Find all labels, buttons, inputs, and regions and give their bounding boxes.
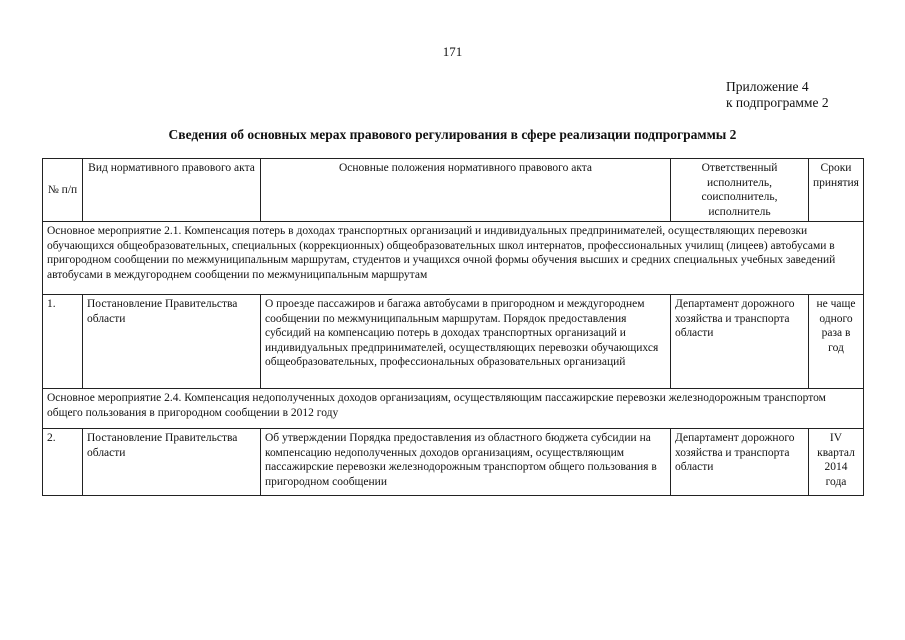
header-terms: Сроки принятия — [809, 159, 864, 222]
header-provisions: Основные положения нормативного правового акта — [261, 159, 671, 222]
table-body — [43, 222, 864, 496]
appendix-line-1: Приложение 4 — [726, 79, 809, 94]
row-provisions: Об утверждении Порядка предоставления из областного бюджета субсидии на компенсацию недополученных доходов организациям, осуществляющим пассажирские перевозки железнодорожным транспортом общего пользования в пригородном сообщении — [261, 429, 671, 496]
row-num: 1. — [43, 295, 83, 389]
section-title: Основное мероприятие 2.1. Компенсация потерь в доходах транспортных организаций и индивидуальных предпринимателей, осуществляющих перевозки обучающихся общеобразовательных, специальных (коррекционных) общеобразовательных школ интернатов, профессиональных училищ (лицеев) автобусами в пригородном сообщении по межмуниципальным маршрутам, студентов и учащихся очной формы обучения высших и средних специальных учебных заведений автобусами в междугороднем сообщении по межмуниципальным маршрутам — [43, 222, 864, 295]
row-num: 2. — [43, 429, 83, 496]
table-row — [43, 295, 864, 389]
table-row — [43, 429, 864, 496]
header-row — [43, 159, 864, 222]
header-num: № п/п — [43, 159, 83, 222]
row-responsible: Департамент дорожного хозяйства и транспорта области — [671, 429, 809, 496]
row-terms: IV квартал 2014 года — [809, 429, 864, 496]
section-row — [43, 389, 864, 429]
appendix-note — [726, 79, 829, 111]
header-act-type: Вид нормативного правового акта — [83, 159, 261, 222]
row-provisions: О проезде пассажиров и багажа автобусами в пригородном и междугороднем сообщении по межмуниципальным маршрутам. Порядок предоставления субсидий на компенсацию потерь в доходах транспортных организаций и индивидуальных предпринимателей, осуществляющих перевозки обучающихся общеобразовательных, профессиональных образовательных организаций — [261, 295, 671, 389]
row-act-type: Постановление Правительства области — [83, 295, 261, 389]
section-title: Основное мероприятие 2.4. Компенсация недополученных доходов организациям, осуществляющим пассажирские перевозки железнодорожным транспортом общего пользования в пригородном сообщении в 2012 году — [43, 389, 864, 429]
row-responsible: Департамент дорожного хозяйства и транспорта области — [671, 295, 809, 389]
row-terms: не чаще одного раза в год — [809, 295, 864, 389]
appendix-line-2: к подпрограмме 2 — [726, 95, 829, 110]
legal-measures-table — [42, 158, 864, 496]
table-header — [43, 159, 864, 222]
page-number: 171 — [442, 44, 463, 59]
header-responsible: Ответственный исполнитель, соисполнитель, исполнитель — [671, 159, 809, 222]
document-title: Сведения об основных мерах правового регулирования в сфере реализации подпрограммы 2 — [168, 127, 737, 142]
section-row — [43, 222, 864, 295]
row-act-type: Постановление Правительства области — [83, 429, 261, 496]
